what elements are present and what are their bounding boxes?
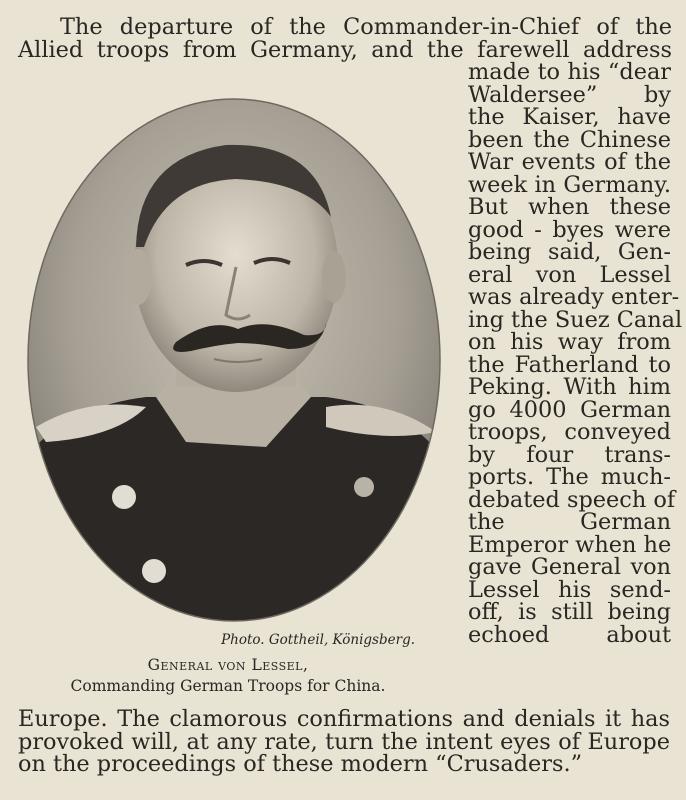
intro-line-1: The departure of the Commander-in-Chief of the — [60, 14, 672, 40]
column-line: Waldersee” by — [468, 81, 671, 108]
column-line: eral von Lessel — [468, 261, 671, 288]
column-line: week in Germany. — [468, 171, 671, 198]
column-line: on his way from — [468, 329, 671, 355]
column-line: was already enter- — [468, 284, 680, 310]
column-line: been the Chinese — [468, 126, 671, 153]
conclusion-line-2: provoked will, at any rate, turn the intent eyes of Europe — [18, 728, 670, 755]
column-line: debated speech of — [468, 486, 676, 513]
caption-subtitle: Commanding German Troops for China. — [70, 677, 386, 695]
portrait-photo — [26, 97, 442, 623]
column-line: echoed about — [468, 621, 671, 648]
column-line: But when these — [468, 194, 671, 220]
conclusion-line-1: Europe. The clamorous confirmations and denials it has — [18, 706, 670, 732]
column-line: Peking. With him — [468, 374, 671, 400]
column-line: the German — [468, 509, 671, 535]
column-line: troops, conveyed — [468, 419, 671, 445]
photo-credit: Photo. Gottheil, Königsberg. — [221, 632, 415, 648]
column-line: by four trans- — [468, 441, 671, 468]
column-line: being said, Gen- — [468, 239, 671, 265]
intro-line-2: Allied troops from Germany, and the farewell address — [18, 36, 672, 63]
column-line: ports. The much- — [468, 464, 671, 490]
caption-title: General von Lessel, — [147, 656, 309, 674]
article-intro — [18, 16, 672, 61]
column-line: off, is still being — [468, 599, 671, 625]
conclusion-line-3: on the proceedings of these modern “Crusaders.” — [18, 751, 583, 777]
column-line: War events of the — [468, 149, 671, 175]
column-line: Lessel his send- — [468, 576, 671, 603]
article-right-column — [468, 59, 683, 648]
column-line: good - byes were — [468, 216, 671, 243]
column-line: ing the Suez Canal — [468, 306, 683, 333]
article-conclusion — [18, 708, 670, 776]
column-line: gave General von — [468, 554, 671, 580]
column-line: Emperor when he — [468, 531, 672, 558]
column-line: the Fatherland to — [468, 351, 671, 378]
column-line: go 4000 German — [468, 396, 671, 423]
column-line: the Kaiser, have — [468, 104, 671, 130]
column-line: made to his “dear — [468, 59, 671, 85]
